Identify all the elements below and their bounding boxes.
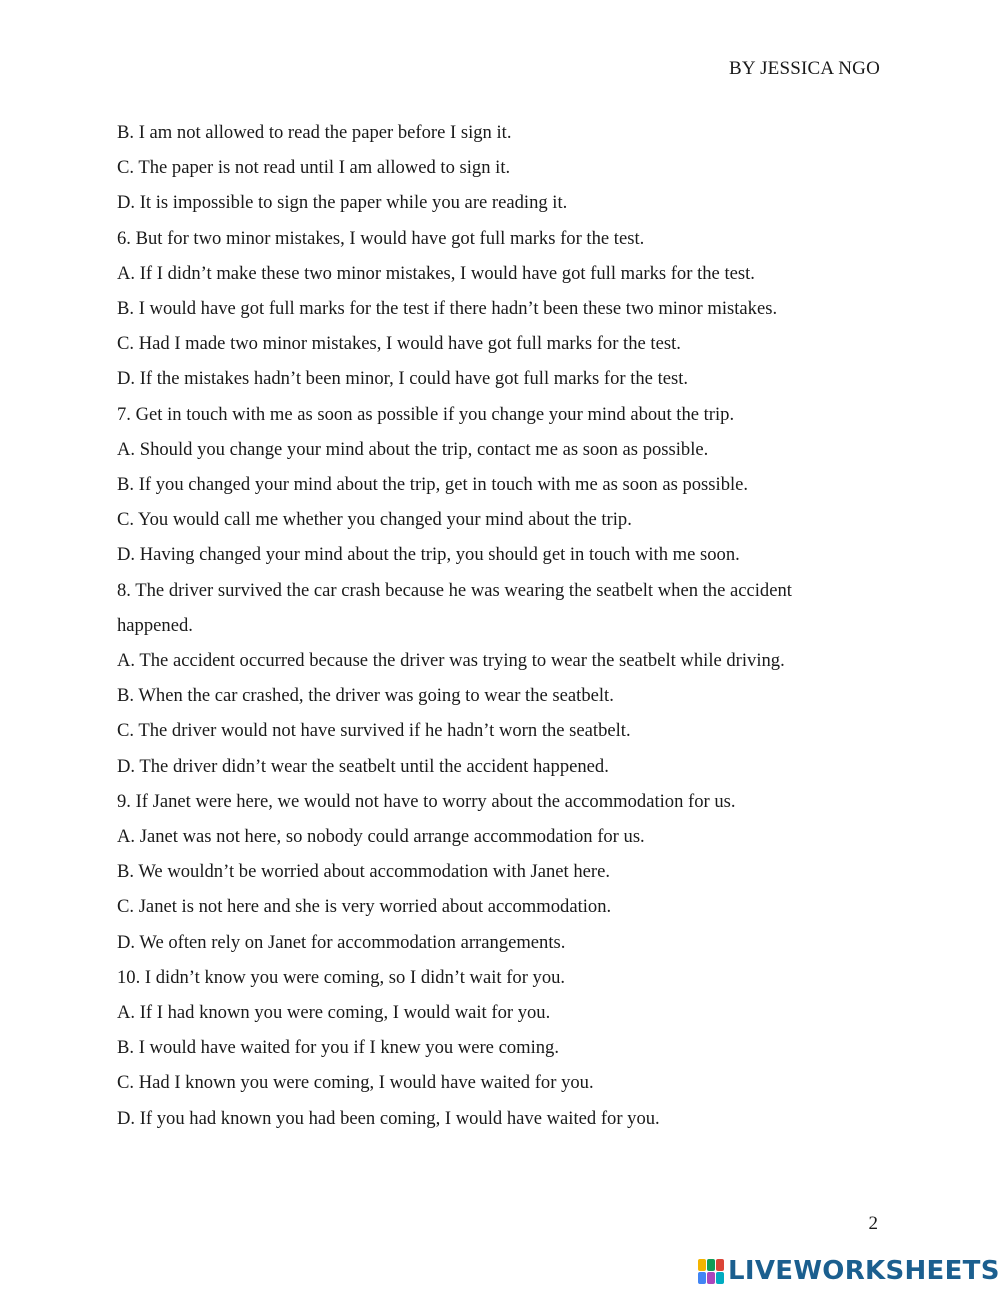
question-10: 10. I didn’t know you were coming, so I didn’t wait for you. — [117, 966, 566, 988]
page-header: BY JESSICA NGO — [729, 58, 880, 79]
question-list — [117, 115, 877, 1136]
logo-block — [716, 1259, 724, 1271]
answer-option: C. The paper is not read until I am allowed to sign it. — [117, 157, 511, 179]
answer-option: B. I would have got full marks for the test if there hadn’t been these two minor mistakes. — [117, 298, 778, 320]
answer-option: B. I would have waited for you if I knew you were coming. — [117, 1037, 560, 1059]
answer-option: D. Having changed your mind about the trip, you should get in touch with me soon. — [117, 544, 740, 566]
question-8: 8. The driver survived the car crash because he was wearing the seatbelt when the accident — [117, 579, 792, 601]
answer-option: D. If the mistakes hadn’t been minor, I could have got full marks for the test. — [117, 368, 689, 390]
answer-option: A. Janet was not here, so nobody could arrange accommodation for us. — [117, 826, 645, 848]
answer-option: D. It is impossible to sign the paper while you are reading it. — [117, 192, 568, 214]
answer-option: A. Should you change your mind about the trip, contact me as soon as possible. — [117, 438, 709, 460]
logo-block — [698, 1259, 706, 1271]
answer-option: C. Had I made two minor mistakes, I would have got full marks for the test. — [117, 333, 681, 355]
page-number: 2 — [868, 1213, 878, 1234]
answer-option: C. Had I known you were coming, I would have waited for you. — [117, 1072, 594, 1094]
answer-option: A. If I had known you were coming, I would wait for you. — [117, 1002, 551, 1024]
answer-option: A. If I didn’t make these two minor mistakes, I would have got full marks for the test. — [117, 262, 755, 284]
question-7: 7. Get in touch with me as soon as possible if you change your mind about the trip. — [117, 403, 735, 425]
question-8-continued: happened. — [117, 614, 193, 636]
answer-option: C. The driver would not have survived if he hadn’t worn the seatbelt. — [117, 720, 631, 742]
answer-option: D. The driver didn’t wear the seatbelt until the accident happened. — [117, 755, 609, 777]
answer-option: B. We wouldn’t be worried about accommodation with Janet here. — [117, 861, 611, 883]
logo-block — [716, 1272, 724, 1284]
liveworksheets-logo-icon — [698, 1259, 724, 1284]
question-9: 9. If Janet were here, we would not have to worry about the accommodation for us. — [117, 790, 736, 812]
logo-block — [707, 1259, 715, 1271]
answer-option: A. The accident occurred because the driver was trying to wear the seatbelt while driving. — [117, 650, 785, 672]
answer-option: C. You would call me whether you changed your mind about the trip. — [117, 509, 632, 531]
answer-option: D. We often rely on Janet for accommodation arrangements. — [117, 931, 566, 953]
answer-option: B. If you changed your mind about the trip, get in touch with me as soon as possible. — [117, 474, 749, 496]
brand-name: LIVEWORKSHEETS — [728, 1256, 1000, 1286]
answer-option: D. If you had known you had been coming, I would have waited for you. — [117, 1107, 660, 1129]
question-6: 6. But for two minor mistakes, I would have got full marks for the test. — [117, 227, 645, 249]
logo-block — [698, 1272, 706, 1284]
answer-option: B. When the car crashed, the driver was going to wear the seatbelt. — [117, 685, 614, 707]
answer-option: C. Janet is not here and she is very worried about accommodation. — [117, 896, 612, 918]
liveworksheets-brand[interactable] — [698, 1256, 1000, 1286]
logo-block — [707, 1272, 715, 1284]
answer-option: B. I am not allowed to read the paper before I sign it. — [117, 122, 512, 143]
